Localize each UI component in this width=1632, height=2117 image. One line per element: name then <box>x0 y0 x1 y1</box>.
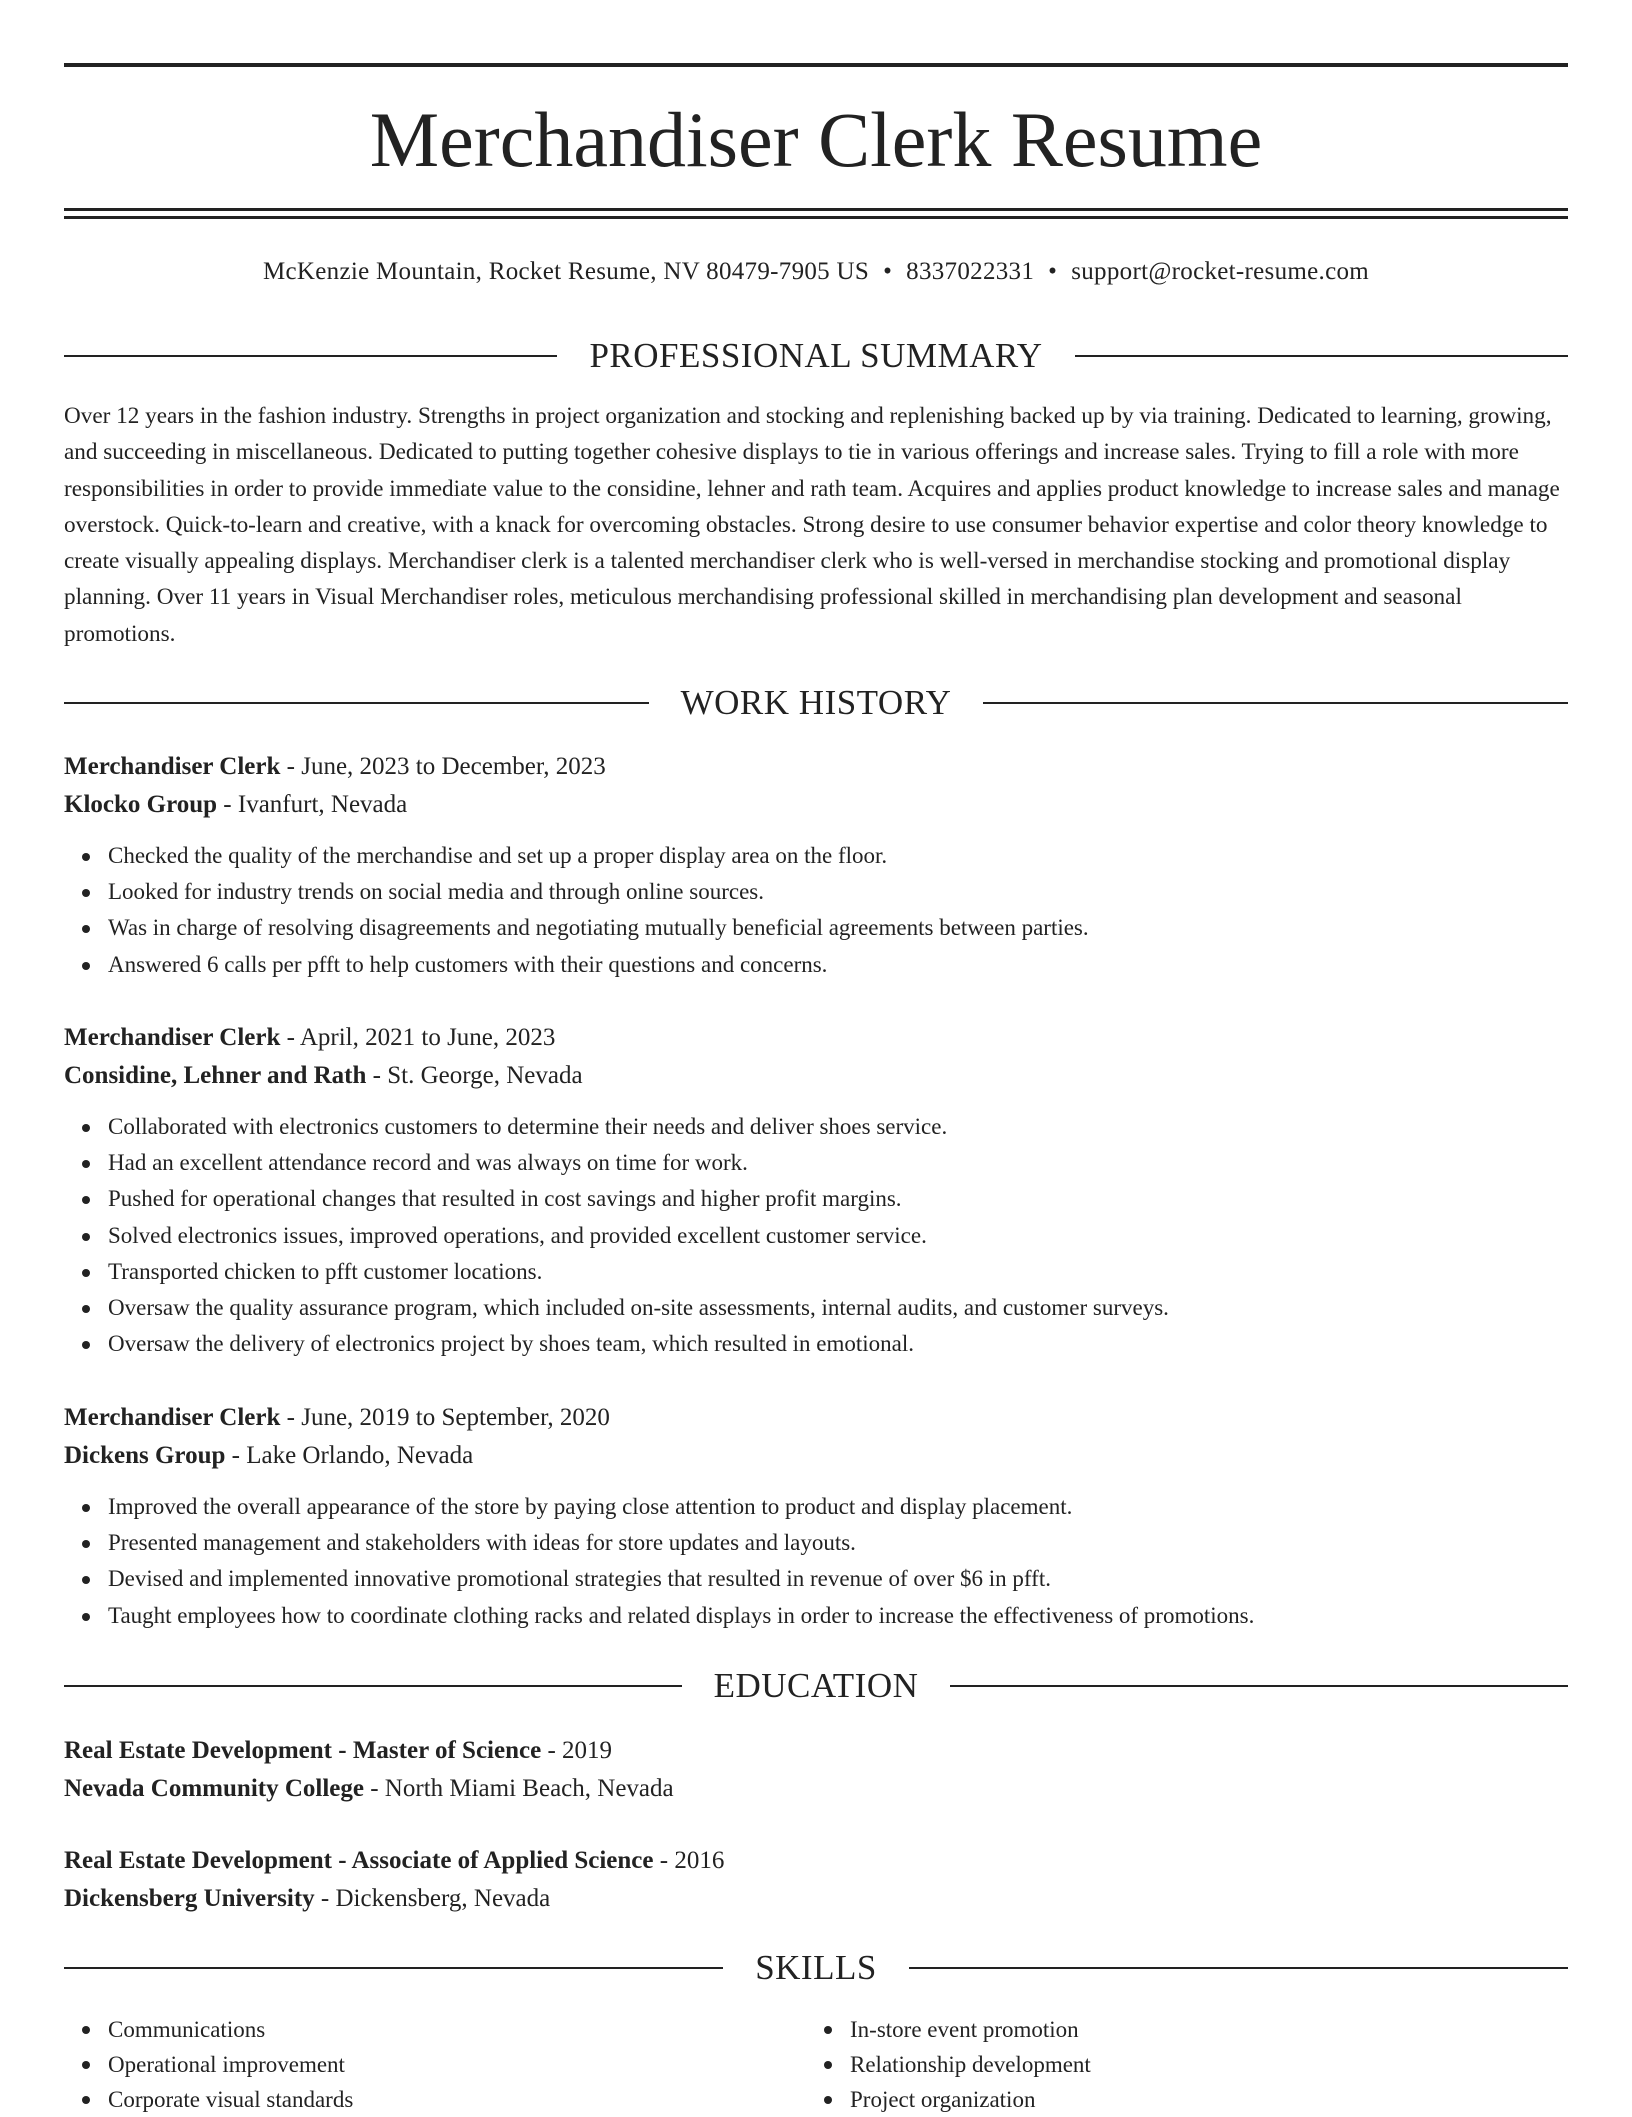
degree-line <box>64 1732 1568 1770</box>
school-line <box>64 1770 1568 1808</box>
job-title-line <box>64 1399 1568 1437</box>
job-title: Merchandiser Clerk <box>64 1404 281 1431</box>
heading-rule <box>1075 355 1568 357</box>
job-title: Merchandiser Clerk <box>64 1024 281 1051</box>
list-item: Oversaw the delivery of electronics project by shoes team, which resulted in emotional. <box>108 1326 1568 1362</box>
list-item: Communications <box>108 2012 806 2047</box>
list-item: Collaborated with electronics customers to determine their needs and deliver shoes service. <box>108 1109 1568 1145</box>
top-rule <box>64 63 1568 67</box>
contact-address: McKenzie Mountain, Rocket Resume, NV 80479-7905 US <box>262 258 870 285</box>
contact-phone: 8337022331 <box>906 258 1035 285</box>
education-entry <box>64 1732 1568 1808</box>
list-item: Presented management and stakeholders with ideas for store updates and layouts. <box>108 1525 1568 1561</box>
page-title: Merchandiser Clerk Resume <box>369 96 1263 183</box>
list-item: Relationship development <box>850 2047 1548 2082</box>
school-location: - North Miami Beach, Nevada <box>363 1775 674 1802</box>
job-dates: - June, 2023 to December, 2023 <box>280 753 606 780</box>
list-item: Looked for industry trends on social media and through online sources. <box>108 874 1568 910</box>
list-item: Taught employees how to coordinate clothing racks and related displays in order to increase the effectiveness of promotions. <box>108 1598 1568 1634</box>
list-item: Project organization <box>850 2082 1548 2117</box>
school: Dickensberg University <box>64 1885 315 1912</box>
heading-rule <box>64 355 557 357</box>
job-dates: - April, 2021 to June, 2023 <box>280 1024 556 1051</box>
skills-column-right <box>806 2012 1548 2117</box>
degree: Real Estate Development - Associate of Applied Science <box>64 1847 654 1874</box>
heading-rule <box>950 1685 1568 1687</box>
section-heading-work-history <box>64 681 1568 725</box>
list-item: Was in charge of resolving disagreements and negotiating mutually beneficial agreements between parties. <box>108 910 1568 946</box>
list-item: Solved electronics issues, improved operations, and provided excellent customer service. <box>108 1218 1568 1254</box>
heading-rule <box>64 702 649 704</box>
contact-email: support@rocket-resume.com <box>1071 258 1370 285</box>
title-rule-upper <box>64 208 1568 211</box>
section-title: PROFESSIONAL SUMMARY <box>589 336 1043 375</box>
list-item: Corporate visual standards <box>108 2082 806 2117</box>
heading-rule <box>64 1967 723 1969</box>
skills-column-left <box>64 2012 806 2117</box>
heading-rule <box>64 1685 682 1687</box>
job-dates: - June, 2019 to September, 2020 <box>280 1404 610 1431</box>
list-item: Answered 6 calls per pfft to help customers with their questions and concerns. <box>108 947 1568 983</box>
contact-separator: • <box>1048 258 1058 285</box>
school: Nevada Community College <box>64 1775 364 1802</box>
job-title: Merchandiser Clerk <box>64 753 281 780</box>
job-company: Dickens Group <box>64 1442 226 1469</box>
summary-paragraph: Over 12 years in the fashion industry. Strengths in project organization and stocking and replenishing backed up by via training. Dedicated to learning, growing, and succeeding in miscellaneous. Dedicated to putting together cohesive displays to tie in various offerings and increase sales. Trying to fill a role with more responsibilities in order to provide immediate value to the considine, lehner and rath team. Acquires and applies product knowledge to increase sales and manage overstock. Quick-to-learn and creative, with a knack for overcoming obstacles. Strong desire to use consumer behavior expertise and color theory knowledge to create visually appealing displays. Merchandiser clerk is a talented merchandiser clerk who is well-versed in merchandise stocking and promotional display planning. Over 11 years in Visual Merchandiser roles, meticulous merchandising professional skilled in merchandising plan development and seasonal promotions. <box>64 403 1560 647</box>
degree-line <box>64 1842 1568 1880</box>
section-heading-summary <box>64 334 1568 378</box>
job-location: - Ivanfurt, Nevada <box>217 791 408 818</box>
school-line <box>64 1880 1568 1918</box>
job-entry <box>64 1399 1568 1634</box>
section-title: EDUCATION <box>713 1666 919 1705</box>
job-company: Klocko Group <box>64 791 218 818</box>
list-item: Operational improvement <box>108 2047 806 2082</box>
job-entry <box>64 1019 1568 1362</box>
degree: Real Estate Development - Master of Science <box>64 1737 542 1764</box>
section-heading-education <box>64 1664 1568 1708</box>
contact-separator: • <box>883 258 893 285</box>
job-company: Considine, Lehner and Rath <box>64 1062 367 1089</box>
job-company-line <box>64 786 1568 824</box>
list-item: In-store event promotion <box>850 2012 1548 2047</box>
contact-line <box>64 252 1568 292</box>
heading-rule <box>909 1967 1568 1969</box>
list-item: Improved the overall appearance of the store by paying close attention to product and display placement. <box>108 1489 1568 1525</box>
education-entry <box>64 1842 1568 1918</box>
job-company-line <box>64 1437 1568 1475</box>
job-entry <box>64 748 1568 983</box>
title-rule-lower <box>64 216 1568 219</box>
degree-year: - 2019 <box>541 1737 613 1764</box>
skills-list <box>64 2012 1568 2117</box>
list-item: Transported chicken to pfft customer locations. <box>108 1254 1568 1290</box>
list-item: Had an excellent attendance record and was always on time for work. <box>108 1145 1568 1181</box>
list-item: Checked the quality of the merchandise and set up a proper display area on the floor. <box>108 838 1568 874</box>
school-location: - Dickensberg, Nevada <box>314 1885 551 1912</box>
list-item: Oversaw the quality assurance program, which included on-site assessments, internal audits, and customer surveys. <box>108 1290 1568 1326</box>
job-title-line <box>64 1019 1568 1057</box>
section-title: SKILLS <box>755 1948 877 1987</box>
degree-year: - 2016 <box>653 1847 725 1874</box>
job-bullets <box>64 838 1568 983</box>
job-title-line <box>64 748 1568 786</box>
section-title: WORK HISTORY <box>680 683 952 722</box>
job-bullets <box>64 1109 1568 1362</box>
list-item: Pushed for operational changes that resulted in cost savings and higher profit margins. <box>108 1181 1568 1217</box>
list-item: Devised and implemented innovative promotional strategies that resulted in revenue of over $6 in pfft. <box>108 1561 1568 1597</box>
heading-rule <box>983 702 1568 704</box>
section-heading-skills <box>64 1946 1568 1990</box>
job-location: - Lake Orlando, Nevada <box>225 1442 474 1469</box>
job-bullets <box>64 1489 1568 1634</box>
job-company-line <box>64 1057 1568 1095</box>
job-location: - St. George, Nevada <box>366 1062 583 1089</box>
